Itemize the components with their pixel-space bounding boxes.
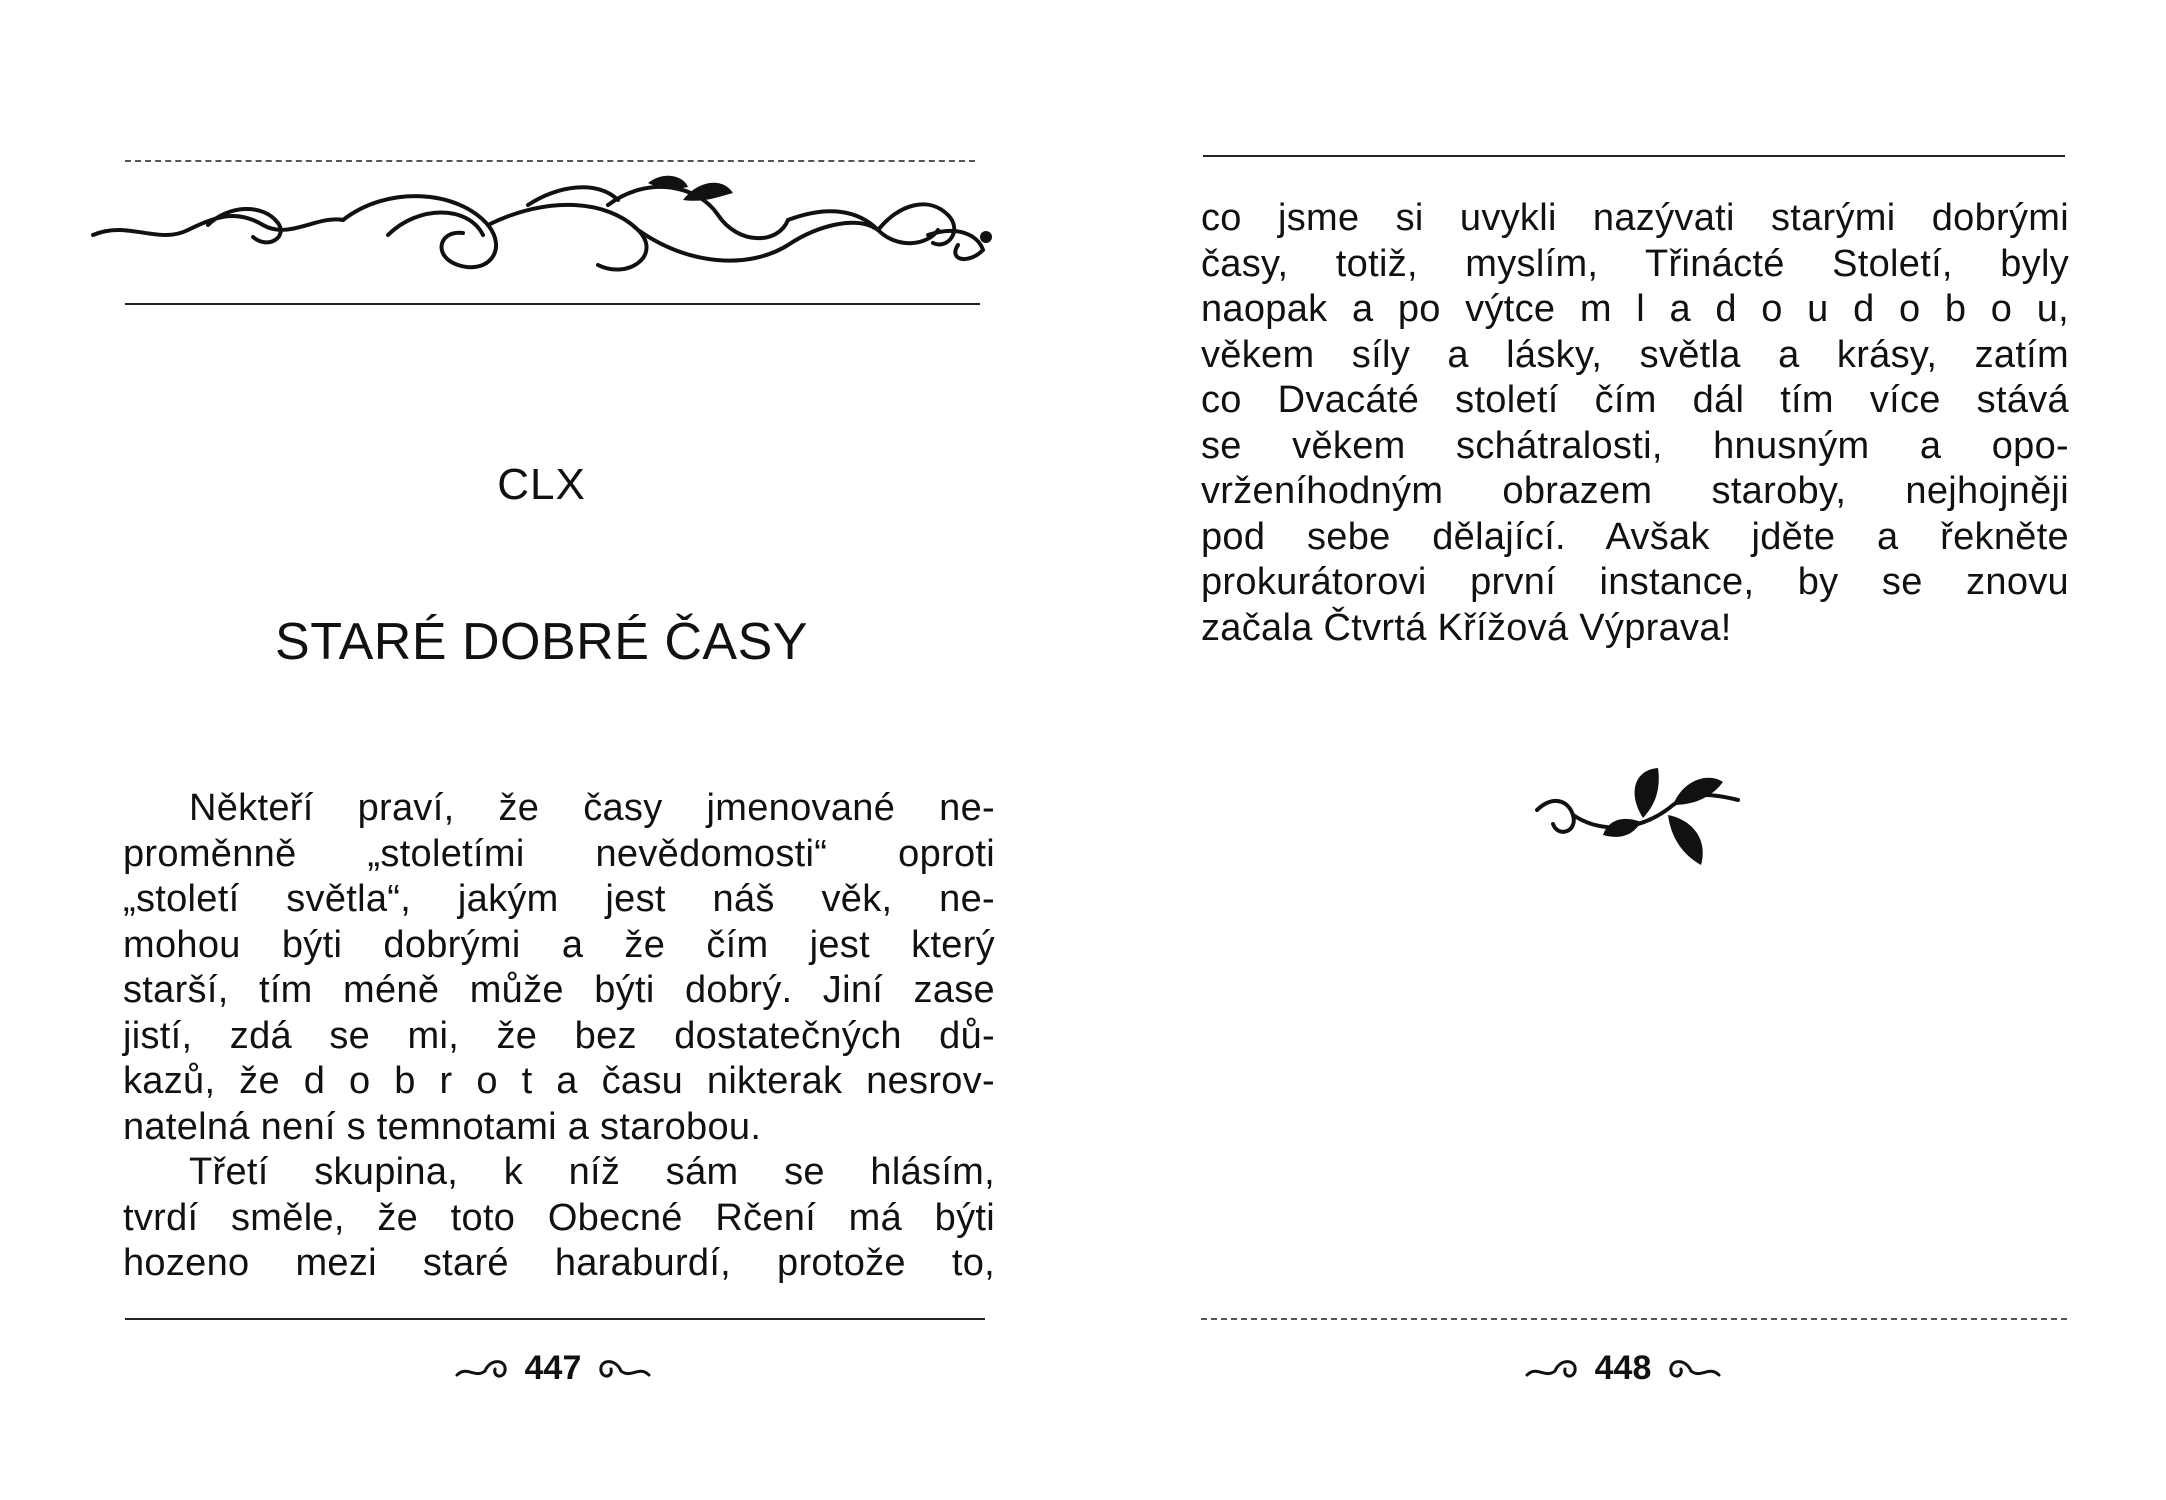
scroll-flourish-icon <box>595 1353 651 1383</box>
text-line: tvrdí směle, že toto Obecné Rčení má býti <box>123 1196 995 1239</box>
text-line: věkem síly a lásky, světla a krásy, zatím <box>1201 333 2069 376</box>
top-rule-left <box>125 160 975 162</box>
bottom-rule-left <box>125 1318 985 1320</box>
text-line: vrženíhodným obrazem staroby, nejhojněji <box>1201 470 2069 512</box>
right-body-text <box>1201 196 2069 651</box>
chapter-title: STARÉ DOBRÉ ČASY <box>275 613 808 671</box>
page-number: 447 <box>524 1348 582 1387</box>
text-line: proměnně „stoletími nevědomosti“ oproti <box>123 832 995 875</box>
scroll-flourish-icon <box>1665 1353 1721 1383</box>
text-line: Třetí skupina, k níž sám se hlásím, <box>189 1151 995 1193</box>
text-line: začala Čtvrtá Křížová Výprava! <box>1201 606 1732 649</box>
leaf-sprig-ornament-icon <box>1533 760 1745 870</box>
text-line: časy, totiž, myslím, Třinácté Století, byly <box>1201 242 2069 285</box>
page-footer-right <box>1463 1343 1783 1393</box>
text-line: naopak a po výtce m l a d o u d o b o u, <box>1201 288 2069 330</box>
text-line: kazů, že d o b r o t a času nikterak nesrov- <box>123 1060 995 1102</box>
scroll-flourish-icon <box>1525 1353 1581 1383</box>
text-line: pod sebe dělající. Avšak jděte a řekněte <box>1201 515 2069 558</box>
bottom-rule-right <box>1201 1318 2067 1320</box>
text-line: starší, tím méně může býti dobrý. Jiní zase <box>123 969 995 1011</box>
text-line: jistí, zdá se mi, že bez dostatečných dů- <box>123 1014 995 1057</box>
chapter-number: CLX <box>497 460 586 509</box>
text-line: se věkem schátralosti, hnusným a opo- <box>1201 424 2069 467</box>
text-line: Někteří praví, že časy jmenované ne- <box>189 787 995 829</box>
text-line: „století světla“, jakým jest náš věk, ne- <box>123 878 995 920</box>
text-line: natelná není s temnotami a starobou. <box>123 1105 762 1148</box>
text-line: co Dvacáté století čím dál tím více stává <box>1201 379 2069 421</box>
text-line: hozeno mezi staré haraburdí, protože to, <box>123 1242 995 1284</box>
left-body-text <box>123 786 995 1287</box>
text-line: mohou býti dobrými a že čím jest který <box>123 923 995 966</box>
text-line: co jsme si uvykli nazývati starými dobrými <box>1201 197 2069 239</box>
text-line: prokurátorovi první instance, by se znovu <box>1201 561 2069 603</box>
scroll-flourish-icon <box>455 1353 511 1383</box>
page-footer-left <box>393 1343 713 1393</box>
floral-vine-ornament-icon <box>88 175 1000 285</box>
ornament-underline-left <box>125 303 980 305</box>
page-number: 448 <box>1594 1348 1652 1387</box>
top-rule-right <box>1203 155 2065 157</box>
